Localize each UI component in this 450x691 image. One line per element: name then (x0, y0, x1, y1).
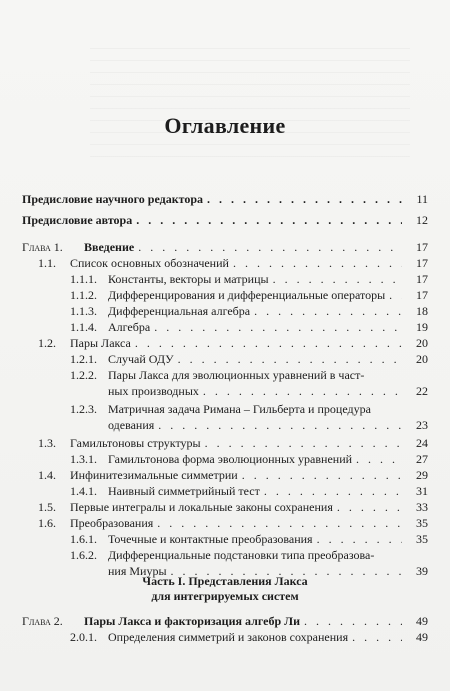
entry-label-line1: Пары Лакса для эволюционных уравнений в част- (108, 368, 365, 382)
entry-page: 19 (416, 320, 428, 334)
entry-page: 23 (416, 418, 428, 432)
entry-number: 1.6.1. (70, 532, 97, 546)
entry-page: 20 (416, 352, 428, 366)
toc-entry-1-6-1[interactable] (22, 532, 428, 546)
toc-entry-1-1[interactable] (22, 256, 428, 270)
leader-dots (205, 436, 402, 450)
entry-page: 39 (416, 564, 428, 578)
toc-entry-2-0-1[interactable] (22, 630, 428, 644)
entry-label: Пары Лакса и факторизация алгебр Ли (84, 614, 300, 628)
entry-label-line1: Дифференциальные подстановки типа преобразова- (108, 548, 375, 562)
leader-dots (352, 630, 402, 644)
leader-dots (178, 352, 402, 366)
entry-number: 1.1. (38, 256, 56, 270)
entry-page: 49 (416, 630, 428, 644)
leader-dots (136, 213, 402, 227)
leader-dots (337, 500, 402, 514)
entry-label: Гамильтонова форма эволюционных уравнений (108, 452, 353, 466)
entry-number: 1.2.1. (70, 352, 97, 366)
entry-number: 1.2. (38, 336, 56, 350)
entry-label: Дифференцирования и дифференциальные операторы (108, 288, 386, 302)
entry-number: 1.3.1. (70, 452, 97, 466)
toc-entry-1-4[interactable] (22, 468, 428, 482)
leader-dots (157, 516, 402, 530)
bleed-through-text (90, 48, 410, 158)
entry-label: Предисловие научного редактора (22, 192, 204, 206)
leader-dots (356, 452, 402, 466)
entry-label: Список основных обозначений (70, 256, 229, 270)
leader-dots (138, 240, 402, 254)
entry-page: 35 (416, 532, 428, 546)
toc-entry-1-6[interactable] (22, 516, 428, 530)
entry-page: 12 (416, 213, 428, 227)
entry-label: Предисловие автора (22, 213, 133, 227)
entry-label: Константы, векторы и матрицы (108, 272, 269, 286)
entry-number: 1.3. (38, 436, 56, 450)
toc-entry-1-2[interactable] (22, 336, 428, 350)
leader-dots (158, 418, 402, 432)
entry-page: 49 (416, 614, 428, 628)
leader-dots (154, 320, 402, 334)
toc-entry-1-3-1[interactable] (22, 452, 428, 466)
entry-number: 1.5. (38, 500, 56, 514)
leader-dots (203, 384, 402, 398)
entry-label: Наивный симметрийный тест (108, 484, 260, 498)
toc-entry-1-1-3[interactable] (22, 304, 428, 318)
part-heading[interactable] (0, 574, 450, 604)
entry-label-line2: одевания (108, 418, 155, 432)
leader-dots (273, 272, 402, 286)
entry-page: 29 (416, 468, 428, 482)
entry-page: 17 (416, 272, 428, 286)
entry-page: 17 (416, 240, 428, 254)
toc-entry-ch1[interactable] (22, 240, 428, 254)
entry-number: 1.2.2. (70, 368, 97, 382)
part-heading-line1: Часть I. Представления Лакса (142, 574, 308, 588)
entry-page: 33 (416, 500, 428, 514)
leader-dots (264, 484, 402, 498)
leader-dots (135, 336, 402, 350)
entry-number: Глава 1. (22, 240, 63, 254)
leader-dots (304, 614, 402, 628)
entry-number: 1.1.3. (70, 304, 97, 318)
toc-entry-pref-editor[interactable] (22, 192, 428, 206)
entry-label: Алгебра (108, 320, 151, 334)
toc-entry-1-4-1[interactable] (22, 484, 428, 498)
entry-label: Дифференциальная алгебра (108, 304, 251, 318)
entry-page: 18 (416, 304, 428, 318)
entry-label: Преобразования (70, 516, 154, 530)
entry-page: 24 (416, 436, 428, 450)
entry-label: Пары Лакса (70, 336, 131, 350)
entry-label: Инфинитезимальные симметрии (70, 468, 238, 482)
toc-entry-1-3[interactable] (22, 436, 428, 450)
entry-number: 1.2.3. (70, 402, 97, 416)
leader-dots (233, 256, 402, 270)
toc-entry-1-1-1[interactable] (22, 272, 428, 286)
entry-label: Определения симметрий и законов сохранения (108, 630, 349, 644)
entry-label: Точечные и контактные преобразования (108, 532, 313, 546)
toc-entry-1-2-3[interactable] (22, 402, 428, 432)
entry-page: 20 (416, 336, 428, 350)
entry-number: Глава 2. (22, 614, 63, 628)
entry-number: 1.4.1. (70, 484, 97, 498)
toc-entry-1-2-2[interactable] (22, 368, 428, 398)
entry-label-line2: ния Миуры (108, 564, 167, 578)
entry-label: Первые интегралы и локальные законы сохранения (70, 500, 333, 514)
entry-label: Введение (84, 240, 135, 254)
leader-dots (254, 304, 402, 318)
entry-page: 27 (416, 452, 428, 466)
toc-entry-1-1-2[interactable] (22, 288, 428, 302)
page-title: Оглавление (164, 113, 286, 138)
toc-entry-1-5[interactable] (22, 500, 428, 514)
entry-page: 31 (416, 484, 428, 498)
entry-label-line2: ных производных (108, 384, 199, 398)
entry-label: Случай ОДУ (108, 352, 174, 366)
entry-number: 1.6. (38, 516, 56, 530)
entry-page: 35 (416, 516, 428, 530)
entry-label-line1: Матричная задача Римана – Гильберта и процедура (108, 402, 371, 416)
leader-dots (242, 468, 402, 482)
entry-label: Гамильтоновы структуры (70, 436, 201, 450)
entry-number: 1.1.1. (70, 272, 97, 286)
entry-number: 1.1.2. (70, 288, 97, 302)
toc-entry-1-2-1[interactable] (22, 352, 428, 366)
leader-dots (317, 532, 402, 546)
toc-entry-pref-author[interactable] (22, 213, 428, 227)
entry-number: 1.4. (38, 468, 56, 482)
entry-number: 1.6.2. (70, 548, 97, 562)
entry-page: 11 (416, 192, 428, 206)
entry-number: 1.1.4. (70, 320, 97, 334)
part-heading-line2: для интегрируемых систем (151, 589, 299, 603)
toc-entry-1-1-4[interactable] (22, 320, 428, 334)
entry-number: 2.0.1. (70, 630, 97, 644)
leader-dots (389, 288, 402, 302)
leader-dots (207, 192, 402, 206)
entry-page: 17 (416, 288, 428, 302)
entry-page: 22 (416, 384, 428, 398)
toc-entry-ch2[interactable] (22, 614, 428, 628)
entry-page: 17 (416, 256, 428, 270)
